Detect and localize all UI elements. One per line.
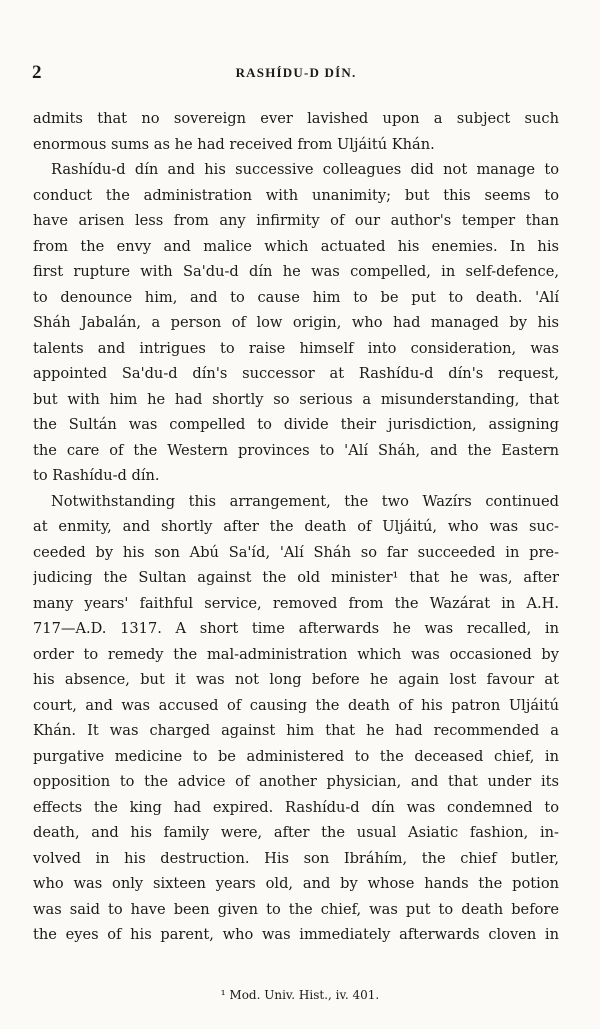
text-line: who was only sixteen years old, and by whose hands the potion [33, 875, 559, 892]
text-line: was said to have been given to the chief, was put to death before [33, 900, 559, 918]
text-line: admits that no sovereign ever lavished upon a subject such [33, 110, 559, 127]
text-line: death, and his family were, after the usual Asiatic fashion, in- [33, 824, 559, 841]
text-line: have arisen less from any infirmity of our author's temper than [33, 212, 559, 229]
footnote: ¹ Mod. Univ. Hist., iv. 401. [220, 988, 380, 1002]
text-line: judicing the Sultan against the old minister¹ that he was, after [33, 569, 559, 586]
text-line: order to remedy the mal-administration which was occasioned by [33, 645, 559, 663]
text-line: court, and was accused of causing the death of his patron Uljáitú [33, 696, 559, 714]
text-line: conduct the administration with unanimity; but this seems to [33, 186, 559, 204]
text-line: from the envy and malice which actuated his enemies. In his [33, 237, 559, 255]
text-line: volved in his destruction. His son Ibráhím, the chief butler, [33, 849, 559, 867]
text-line: purgative medicine to be administered to the deceased chief, in [33, 747, 559, 765]
text-line: Rashídu-d dín and his successive colleagues did not manage to [51, 161, 559, 178]
text-line: Sháh Jabalán, a person of low origin, who had managed by his [33, 314, 559, 331]
text-line: Khán. It was charged against him that he had recommended a [33, 722, 559, 739]
text-line: effects the king had expired. Rashídu-d dín was condemned to [33, 798, 559, 816]
text-line: opposition to the advice of another physician, and that under its [33, 773, 559, 790]
text-line: talents and intrigues to raise himself into consideration, was [33, 339, 559, 357]
text-line: the eyes of his parent, who was immediately afterwards cloven in [33, 926, 559, 943]
text-line: his absence, but it was not long before he again lost favour at [33, 671, 559, 688]
text-line: many years' faithful service, removed from the Wazárat in A.H. [33, 594, 559, 612]
running-head: RASHÍDU-D DÍN. [235, 65, 357, 80]
text-line: at enmity, and shortly after the death of Uljáitú, who was suc- [33, 518, 559, 535]
text-line: the care of the Western provinces to 'Alí Sháh, and the Eastern [33, 441, 559, 459]
body-text [33, 106, 559, 948]
text-line: appointed Sa'du-d dín's successor at Rashídu-d dín's request, [33, 365, 559, 382]
text-line: the Sultán was compelled to divide their jurisdiction, assigning [33, 416, 559, 433]
text-line: to Rashídu-d dín. [33, 467, 160, 484]
text-line: ceeded by his son Abú Sa'íd, 'Alí Sháh so far succeeded in pre- [33, 543, 559, 561]
text-line: enormous sums as he had received from Uljáitú Khán. [33, 135, 435, 153]
text-line: Notwithstanding this arrangement, the two Wazírs continued [51, 492, 559, 510]
page-number: 2 [32, 62, 42, 83]
text-line: 717—A.D. 1317. A short time afterwards he was recalled, in [33, 620, 559, 637]
text-line: first rupture with Sa'du-d dín he was compelled, in self-defence, [33, 263, 559, 280]
text-line: to denounce him, and to cause him to be put to death. 'Alí [33, 288, 559, 306]
page-header [32, 62, 560, 86]
text-line: but with him he had shortly so serious a misunderstanding, that [33, 390, 559, 408]
